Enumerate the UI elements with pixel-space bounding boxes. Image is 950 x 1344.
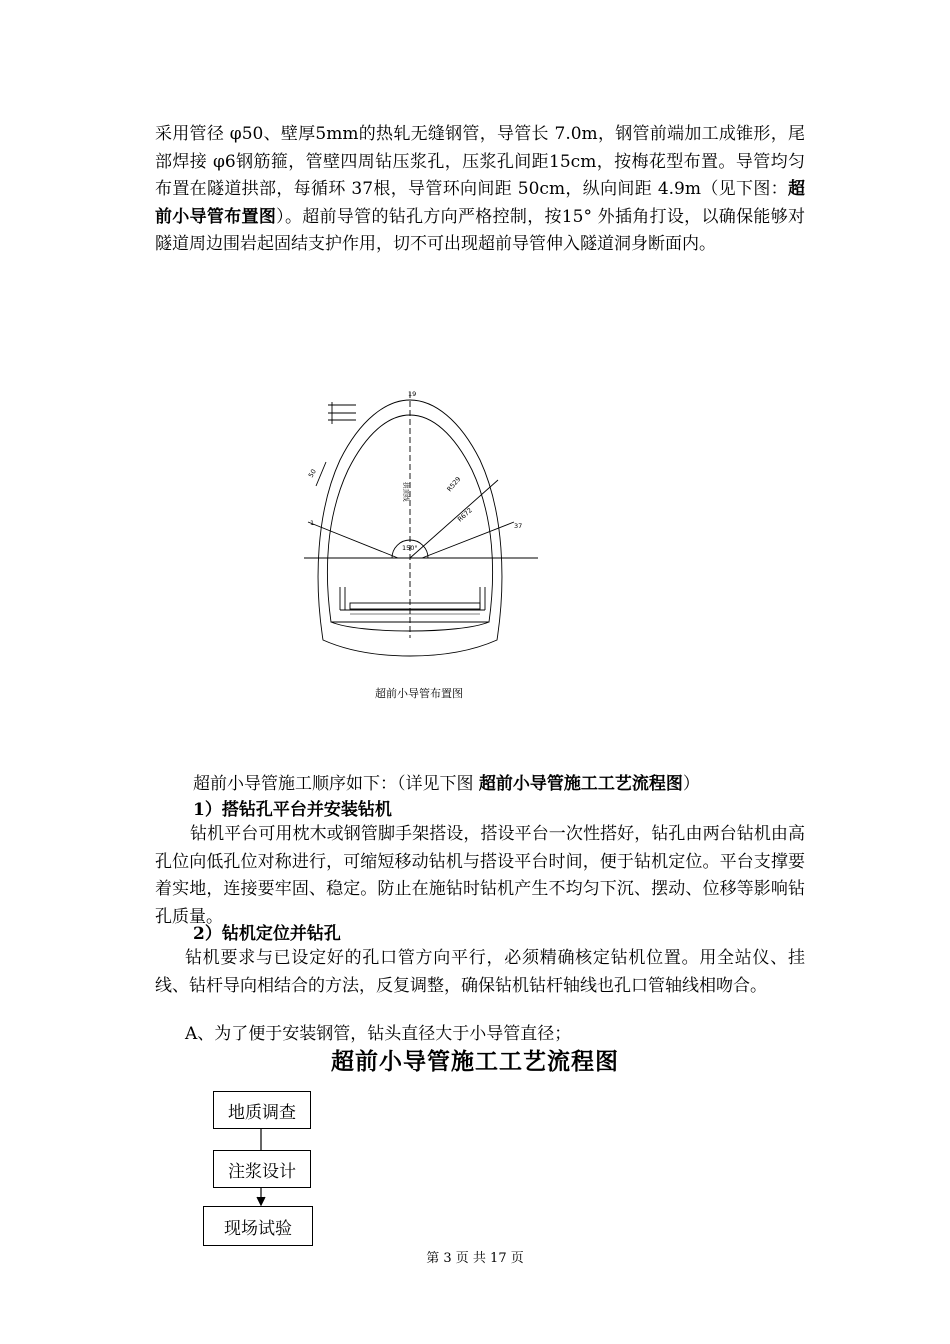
- flow-box-grouting-design: 注浆设计: [213, 1150, 311, 1188]
- label-center-line: 拱顶线: [402, 482, 410, 502]
- intro-text-2: ）。超前导管的钻孔方向严格控制，按15° 外插角打设，以确保能够对隧道周边围岩起固结支护作用，切不可出现超前导管伸入隧道洞身断面内。: [155, 206, 805, 254]
- page-footer: 第 3 页 共 17 页: [426, 1251, 524, 1266]
- step2-heading: 2）钻机定位并钻孔: [193, 924, 341, 944]
- radius-line: [410, 480, 498, 558]
- step1-text: 钻机平台可用枕木或钢管脚手架搭设，搭设平台一次性搭好，钻孔由两台钻机由高孔位向低孔位对称进行，可缩短移动钻机与搭设平台时间，便于钻机定位。平台支撑要着实地，连接要牢固、稳定。防止在施钻时钻机产生不均匀下沉、摆动、位移等影响钻孔质量。: [155, 824, 805, 927]
- sequence-intro-text: 超前小导管施工顺序如下：（详见下图: [193, 774, 474, 794]
- tunnel-section-diagram: [300, 382, 545, 682]
- flow-box-field-test: 现场试验: [203, 1206, 313, 1246]
- sequence-intro-reference: 超前小导管施工工艺流程图: [478, 774, 683, 794]
- flowchart-title: 超前小导管施工工艺流程图: [331, 1048, 619, 1075]
- step1-paragraph: [155, 821, 805, 931]
- figure-caption: 超前小导管布置图: [375, 687, 463, 700]
- flow-box-geology: 地质调查: [213, 1091, 311, 1129]
- intro-figure-reference: 超前小导管布置图: [155, 179, 805, 227]
- left-insertion-line: [308, 522, 398, 558]
- work-platform: [350, 603, 480, 609]
- step2-paragraph: [155, 945, 805, 1000]
- label-top: 19: [408, 390, 417, 398]
- intro-paragraph: [155, 121, 805, 259]
- step2-text: 钻机要求与已设定好的孔口管方向平行，必须精确核定钻机位置。用全站仪、挂线、钻杆导向相结合的方法，反复调整，确保钻机钻杆轴线也孔口管轴线相吻合。: [155, 948, 805, 996]
- sequence-intro-close: ）: [682, 774, 700, 794]
- item-a: A、为了便于安装钢管，钻头直径大于小导管直径；: [185, 1024, 572, 1044]
- sequence-intro: [193, 771, 700, 797]
- label-r1: R529: [445, 475, 463, 494]
- step1-heading: 1）搭钻孔平台并安装钻机: [193, 800, 392, 820]
- label-right-end: 37: [514, 522, 523, 530]
- label-spacing: 50: [306, 467, 318, 479]
- label-angle: 150°: [402, 544, 418, 552]
- label-r2: R672: [455, 506, 474, 524]
- intro-text-1: 采用管径 φ50、壁厚5mm的热轧无缝钢管，导管长 7.0m，钢管前端加工成锥形，尾部焊接 φ6钢筋箍，管壁四周钻压浆孔，压浆孔间距15cm，按梅花型布置。导管均匀布置在隧道拱部，每循环 37根，导管环向间距 50cm，纵向间距 4.9m（见下图：: [155, 124, 805, 199]
- label-left-end: 1: [310, 519, 315, 527]
